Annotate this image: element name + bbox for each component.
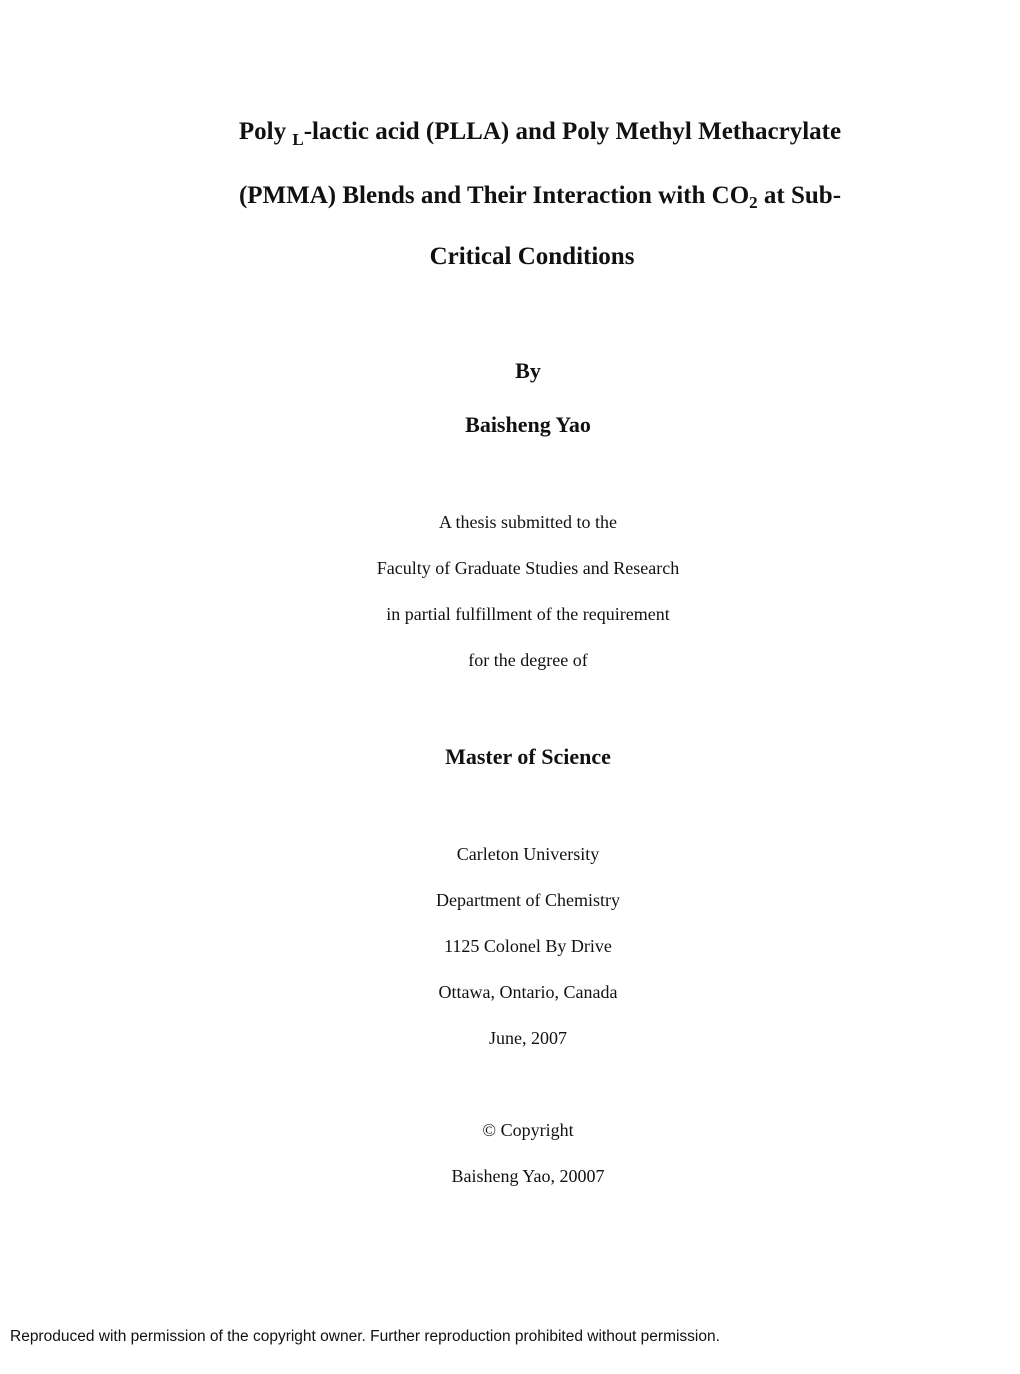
submission-line-3: in partial fulfillment of the requirement	[386, 604, 670, 624]
copyright-holder: Baisheng Yao, 20007	[451, 1166, 605, 1186]
institution-line-3: 1125 Colonel By Drive	[444, 936, 612, 956]
title-line-2	[30, 182, 1020, 210]
title-line-1-start: Poly	[238, 118, 293, 145]
title-line-2-start: (PMMA) Blends and Their Interaction with CO	[238, 182, 750, 209]
title-line-1	[30, 118, 1020, 149]
title-line-3: Critical Conditions	[429, 243, 635, 270]
copyright-label: © Copyright	[482, 1120, 574, 1140]
title-subscript-l: L	[292, 130, 304, 149]
submission-line-4: for the degree of	[468, 650, 588, 670]
institution-line-2: Department of Chemistry	[436, 890, 620, 910]
title-line-2-end: at Sub-	[757, 182, 842, 209]
degree-name: Master of Science	[445, 744, 611, 769]
submission-line-2: Faculty of Graduate Studies and Research	[376, 558, 680, 578]
submission-line-1: A thesis submitted to the	[439, 512, 617, 532]
title-line-1-end: -lactic acid (PLLA) and Poly Methyl Methacrylate	[303, 118, 842, 145]
title-subscript-2: 2	[749, 193, 758, 212]
reproduction-notice: Reproduced with permission of the copyright owner. Further reproduction prohibited without permission.	[10, 1328, 720, 1345]
institution-line-4: Ottawa, Ontario, Canada	[438, 982, 618, 1002]
by-label: By	[515, 358, 541, 383]
institution-line-1: Carleton University	[456, 844, 600, 864]
author-name: Baisheng Yao	[465, 412, 591, 437]
submission-date: June, 2007	[489, 1028, 567, 1048]
